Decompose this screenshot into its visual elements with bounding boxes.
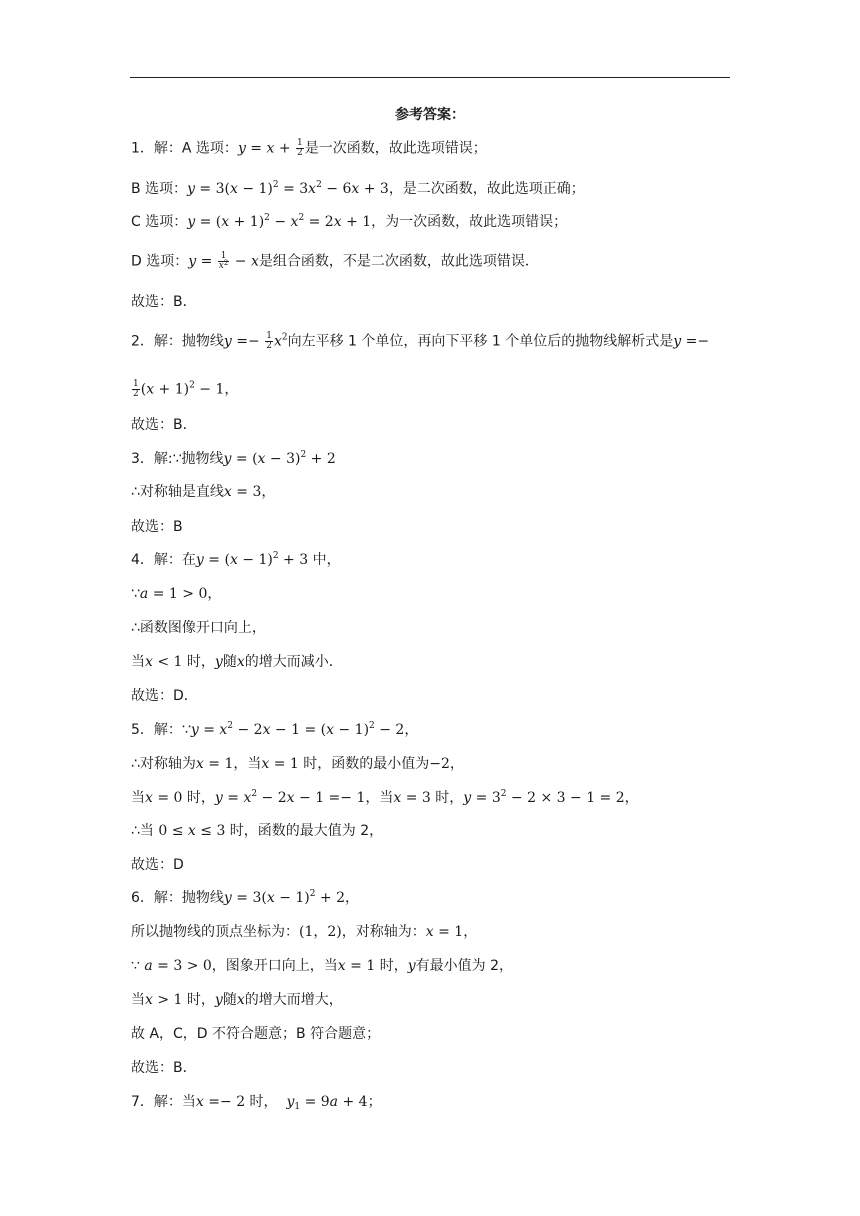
answer-line: ∴对称轴是直线x = 3， xyxy=(131,484,276,500)
answer-line: 4．解：在$y = (x - 1)^2 + 3$ 中， xyxy=(131,551,341,568)
answer-line: ∴对称轴为x = 1，当x = 1 时，函数的最小值为−2， xyxy=(131,756,464,772)
answer-line: 7．解：当x =− 2 时， $y_1 = 9a + 4$； xyxy=(131,1094,382,1112)
answer-line: B 选项：$y = 3(x - 1)^2 = 3x^2 - 6x + 3$，是二次函数，故此选项正确； xyxy=(131,180,585,197)
answer-line: C 选项：$y = (x + 1)^2 - x^2 = 2x + 1$，为一次函数，故此选项错误； xyxy=(131,213,568,230)
answer-line: 5．解：∵y = $x^2 - 2x - 1 = (x - 1)^2 - 2$， xyxy=(131,721,419,738)
answer-line: 1．解：A 选项：y = x + $\frac{1}{2}$ 是一次函数，故此选项错误； xyxy=(131,138,487,158)
answer-line: ∴函数图像开口向上， xyxy=(131,620,266,636)
answer-line: ∵a = 1 > 0， xyxy=(131,586,222,602)
page-title: 参考答案： xyxy=(395,107,465,123)
answer-line: 当x > 1 时，y随x的增大而增大， xyxy=(131,992,343,1008)
answer-line: $\frac{1}{2}$ $(x + 1)^2 - 1$， xyxy=(133,379,239,399)
answer-line: 故选：D xyxy=(131,857,184,873)
answer-line: ∵ a = 3 > 0，图象开口向上，当x = 1 时，y有最小值为 2， xyxy=(131,958,513,974)
header-rule xyxy=(130,77,730,78)
answer-line: 当x < 1 时，y随x的增大而减小． xyxy=(131,654,343,670)
answer-line: 故选：B． xyxy=(131,294,197,310)
answer-line: 故 A，C，D 不符合题意；B 符合题意； xyxy=(131,1026,381,1042)
answer-line: 故选：B． xyxy=(131,1060,197,1076)
answer-line: 3．解:∵抛物线$y = (x - 3)^2 + 2$ xyxy=(131,450,336,467)
answer-line: 故选：D． xyxy=(131,688,198,704)
answer-line: 故选：B． xyxy=(131,417,197,433)
answer-line: 当x = 0 时，$y = x^2 - 2x - 1 =- 1$，当x = 3 时，$y = 3^2 - 2 \times 3 - 1 = 2$， xyxy=(131,789,639,806)
answer-line: 所以抛物线的顶点坐标为：(1，2)，对称轴为：x = 1， xyxy=(131,924,478,940)
answer-line: 2．解：抛物线y =− $\frac{1}{2}$ $x^2$向左平移 1 个单位，再向下平移 1 个单位后的抛物线解析式是y =− xyxy=(131,331,710,351)
answer-line: 6．解：抛物线$y = 3(x - 1)^2 + 2$， xyxy=(131,889,360,906)
answer-line: ∴当 0 ≤ x ≤ 3 时，函数的最大值为 2， xyxy=(131,823,384,839)
answer-line: D 选项：y = $\frac{1}{x^2}$ − x是组合函数，不是二次函数，故此选项错误． xyxy=(131,251,539,271)
answer-line: 故选：B xyxy=(131,519,183,535)
